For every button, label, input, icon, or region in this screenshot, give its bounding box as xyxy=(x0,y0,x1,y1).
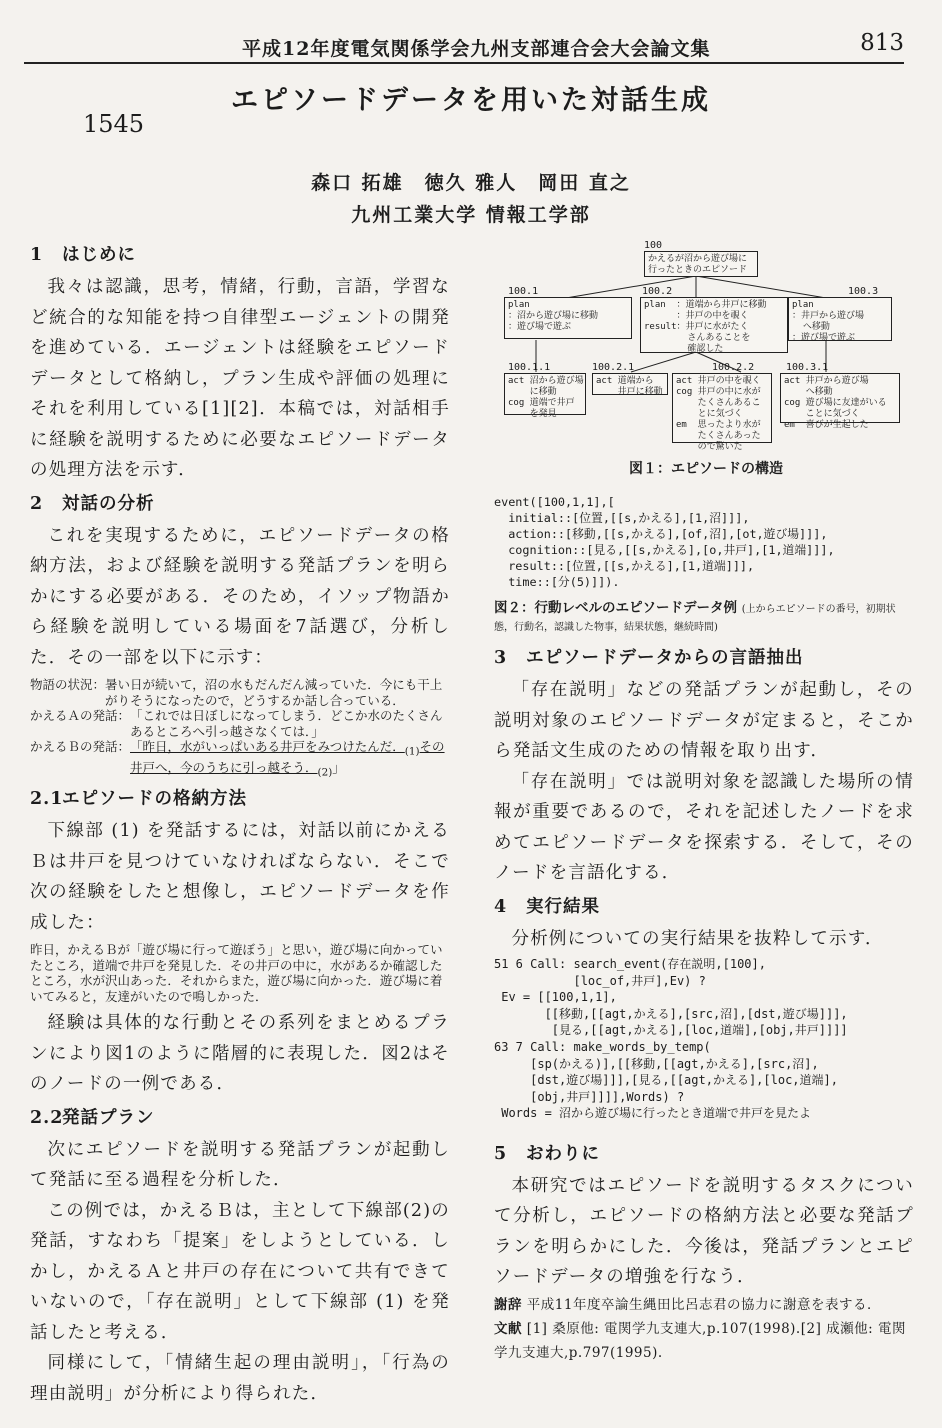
authors: 森口 拓雄 徳久 雅人 岡田 直之 xyxy=(311,172,631,194)
node-100-2: plan ：道端から井戸に移動 ：井戸の中を覗く result：井戸に水がたく さんあることを 確認した xyxy=(640,297,788,353)
node-100-3-1: act 井戸から遊び場 へ移動 cog 遊び場に友達がいる ことに気づく em 喜びが生起した xyxy=(780,373,900,423)
node-id: 100.2.1 xyxy=(592,362,635,373)
figure-1-caption: 図１：エピソードの構造 xyxy=(629,461,783,477)
section-4-text: 分析例についての実行結果を抜粋して示す． xyxy=(511,928,884,949)
right-column xyxy=(494,640,914,1365)
section-heading: 3 エピソードデータからの言語抽出 xyxy=(494,648,804,668)
node-root: かえるが沼から遊び場に行ったときのエピソード xyxy=(644,251,758,277)
node-100-1-1: act 沼から遊び場 に移動 cog 道端で井戸 を発見 xyxy=(504,373,586,415)
node-id: 100.1.1 xyxy=(508,362,551,373)
paper-title: エピソードデータを用いた対話生成 xyxy=(231,85,711,116)
story-excerpt: 物語の状況： 暑い日が続いて，沼の水もだんだん減っていた．今にも干上がりそうになったので，どうするか話し合っている． かえるＡの発話： 「これでは日ぼしになってしまう．どこか水のたくさんあるところへ引っ越さなくては．」 かえるＢの発話： 「昨日，水がいっぱいある井戸をみつけたんだ．$_{(1)}$その井戸へ，今のうちに引っ越そう．$_{(2)}$」 xyxy=(30,677,445,779)
node-100-2-1: act 道端から 井戸に移動 xyxy=(592,373,668,395)
section-22-text-2: この例では，かえるＢは，主として下線部(2)の発話，すなわち「提案」をしようとしている．しかし，かえるＡと井戸の存在について共有できていないので，「存在説明」として下線部 (1) を発話したと考える． xyxy=(30,1200,450,1343)
figure-2-caption: 図２：行動レベルのエピソードデータ例 (上からエピソードの番号，初期状態，行動名，認識した物事，結果状態，継続時間) xyxy=(494,600,896,633)
node-id: 100.3 xyxy=(848,286,879,297)
section-3-text-2: 「存在説明」では説明対象を認識した場所の情報が重要であるので，それを記述したノードを求めてエピソードデータを探索する．そして，そのノードを言語化する． xyxy=(494,771,914,883)
journal-title: 平成12年度電気関係学会九州支部連合会大会論文集 xyxy=(242,38,711,60)
page-number: 813 xyxy=(860,30,904,56)
section-2-text: これを実現するために，エピソードデータの格納方法，および経験を説明する発話プランを明らかにする必要がある．そのため，イソップ物語から経験を説明している場面を7話選び，分析した．その一部を以下に示す： xyxy=(30,525,450,668)
node-id: 100.1 xyxy=(508,286,539,297)
section-5-text: 本研究ではエピソードを説明するタスクについて分析し，エピソードの格納方法と必要な発話プランを明らかにした．今後は，発話プランとエピソードデータの増強を行なう． xyxy=(494,1175,914,1288)
section-heading: 2 対話の分析 xyxy=(30,493,155,514)
section-heading: 2.2発話プラン xyxy=(30,1107,155,1128)
paper-number: 1545 xyxy=(83,110,145,138)
node-100-3: plan ：井戸から遊び場 へ移動 ：遊び場で遊ぶ xyxy=(788,297,892,341)
affiliation: 九州工業大学 情報工学部 xyxy=(351,204,591,226)
header-rule xyxy=(24,62,904,64)
section-22-text: 次にエピソードを説明する発話プランが起動して発話に至る過程を分析した． xyxy=(30,1139,450,1190)
section-heading: 2.1エピソードの格納方法 xyxy=(30,789,247,809)
figure-1 xyxy=(496,236,916,486)
imagined-experience: 昨日，かえるＢが「遊び場に行って遊ぼう」と思い，遊び場に向かっていたところ，道端で井戸を発見した．その井戸の中に，水があるか確認したところ，水が沢山あった．それからまた，遊び場に向かった．遊び場に着いてみると，友達がいたので鳴しかった． xyxy=(30,942,443,1004)
node-id: 100 xyxy=(644,240,663,251)
section-heading: 4 実行結果 xyxy=(494,896,600,917)
node-id: 100.2 xyxy=(642,286,673,297)
references: 文献 [1] 桑原他: 電関学九支連大,p.107(1998).[2] 成瀬他: 電関学九支連大,p.797(1995). xyxy=(494,1320,906,1361)
node-100-1: plan ：沼から遊び場に移動 ：遊び場で遊ぶ xyxy=(504,297,632,339)
section-21-text: 下線部 (1) を発話するには，対話以前にかえるＢは井戸を見つけていなければならない．そこで次の経験をしたと想像し，エピソードデータを作成した： xyxy=(30,821,450,933)
episode-code: event([100,1,1],[ initial::[位置,[[s,かえる],[1,沼]]], action::[移動,[[s,かえる],[of,沼],[ot,遊び場]]], cognition::[見る,[[s,かえる],[o,井戸],[1,道端]]], result::[位置,[[s,かえる],[1,道端]]], time::[分(5)]]). xyxy=(494,495,835,589)
section-heading: 5 おわりに xyxy=(494,1143,600,1164)
section-3-text: 「存在説明」などの発話プランが起動し，その説明対象のエピソードデータが定まると，そこから発話文生成のための情報を取り出す． xyxy=(494,680,914,761)
execution-trace: 51 6 Call: search_event(存在説明,[100], [loc_of,井戸],Ev) ? Ev = [[100,1,1], [[移動,[[agt,かえる],[src,沼],[dst,遊び場]]], [見る,[[agt,かえる],[loc,道端],[obj,井戸]]]] 63 7 Call: make_words_by_temp( [sp(かえる)],[[移動,[[agt,かえる],[src,沼], [dst,遊び場]]],[見る,[[agt,かえる],[loc,道端], [obj,井戸]]]],Words) ? Words = 沼から遊び場に行ったとき道端で井戸を見たよ xyxy=(494,957,848,1121)
node-id: 100.2.2 xyxy=(712,362,755,373)
section-heading: 1 はじめに xyxy=(30,245,136,265)
left-column xyxy=(30,237,450,1409)
section-1-text: 我々は認識，思考，情緒，行動，言語，学習など統合的な知能を持つ自律型エージェントの開発を進めている．エージェントは経験をエピソードデータとして格納し，プラン生成や評価の処理にそれを利用している[1][2]．本稿では，対話相手に経験を説明するために必要なエピソードデータの処理方法を示す． xyxy=(30,277,450,480)
section-21-text-2: 経験は具体的な行動とその系列をまとめるプランにより図1のように階層的に表現した．図2はそのノードの一例である． xyxy=(30,1013,450,1094)
node-id: 100.3.1 xyxy=(786,362,829,373)
acknowledgment: 謝辞 平成11年度卒論生縄田比呂志君の協力に謝意を表する． xyxy=(494,1296,881,1313)
running-header xyxy=(24,32,904,62)
node-100-2-2: act 井戸の中を覗く cog 井戸の中に水が たくさんあるこ とに気づく em 思ったより水が たくさんあった ので驚いた xyxy=(672,373,772,443)
figure-2 xyxy=(494,494,914,636)
section-22-text-3: 同様にして，「情緒生起の理由説明」，「行為の理由説明」が分析により得られた． xyxy=(30,1353,450,1404)
